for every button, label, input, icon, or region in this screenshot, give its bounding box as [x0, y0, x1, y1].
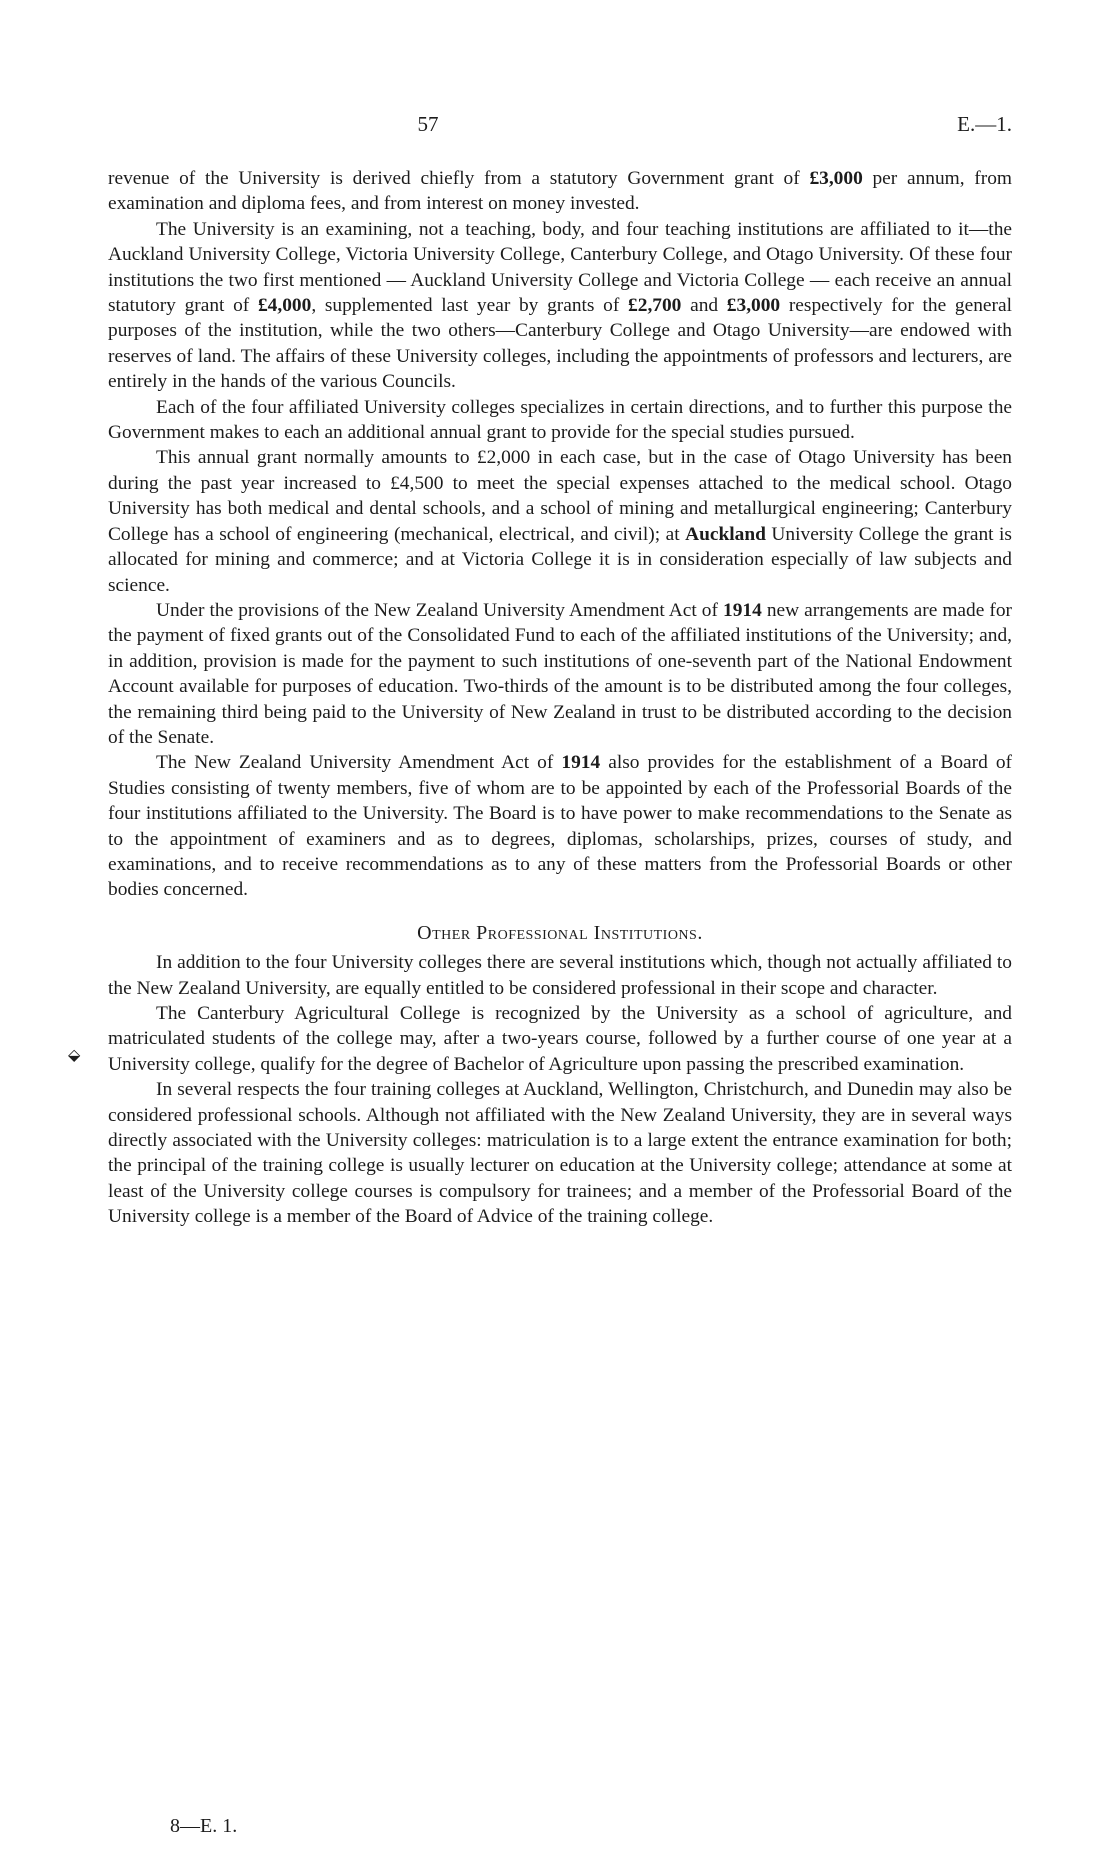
- text-run: Under the provisions of the New Zealand University Amendment Act of: [156, 599, 723, 621]
- text-run: The University is an examining, not a teaching, body, and four teaching institutions are affiliated to it—the Auckland University College, Victoria University College, Canterbury College, and Otago University. Of these four institutions the two first mentioned — Auckland University College and Victoria College — each receive an annual statutory grant of: [108, 218, 1012, 317]
- paragraph-specializes: Each of the four affiliated University colleges specializes in certain directions, and to further this purpose the Government makes to each an additional annual grant to provide for the special studies pursued.: [108, 396, 1012, 444]
- section-heading: Other Professional Institutions.: [417, 921, 703, 944]
- bold-amount: £3,000: [726, 295, 781, 317]
- document-page: [108, 0, 1012, 1873]
- bold-year: 1914: [723, 599, 762, 621]
- page-number: 57: [417, 112, 439, 136]
- page-signature: 8—E. 1.: [170, 1815, 238, 1837]
- page-header: [108, 112, 1012, 142]
- bold-name: Auckland: [685, 523, 766, 545]
- bold-amount: £3,000: [809, 168, 863, 189]
- paragraph-other-institutions: In addition to the four University colleges there are several institutions which, though not actually affiliated to the New Zealand University, are equally entitled to be considered professional in their scope and character.: [108, 952, 1012, 999]
- paragraph-examining-body: [108, 217, 1012, 395]
- bold-amount: £4,000: [257, 295, 312, 317]
- text-run: revenue of the University is derived chiefly from a statutory Government grant of: [108, 168, 810, 189]
- text-run: respectively for the general purposes of the institution, while the two others—Canterbury College and Otago University—are endowed with reserves of land. The affairs of these University colleges, including the appointments of professors and lecturers, are entirely in the hands of the various Councils.: [108, 295, 1012, 393]
- text-run: per annum, from examination and diploma fees, and from interest on money invested.: [108, 168, 1013, 215]
- text-run: , supplemented last year by grants of: [311, 295, 629, 317]
- paragraph-training-colleges: In several respects the four training colleges at Auckland, Wellington, Christchurch, and Dunedin may also be considered professional schools. Although not affiliated with the New Zealand University, they are in several ways directly associated with the University colleges: matriculation is to a large extent the entrance examination for both; the principal of the training college is usually lecturer on education at the University college; attendance at some at least of the University college courses is compulsory for trainees; and a member of the Professorial Board of the University college is a member of the Board of Advice of the training college.: [108, 1079, 1012, 1228]
- bold-year: 1914: [561, 752, 601, 774]
- paragraph-agricultural-college: The Canterbury Agricultural College is recognized by the University as a school of agriculture, and matriculated students of the college may, after a two-years course, followed by a further course of one year at a University college, qualify for the degree of Bachelor of Agriculture upon passing the prescribed examination.: [108, 1003, 1012, 1075]
- paragraph-amendment-act: [108, 598, 1012, 750]
- document-body: [108, 166, 1012, 1230]
- bold-amount: £2,700: [628, 295, 682, 317]
- margin-mark-icon: ⬙: [68, 1047, 81, 1064]
- text-run: and: [681, 295, 727, 317]
- text-run: new arrangements are made for the payment of fixed grants out of the Consolidated Fund to each of the affiliated institutions of the University; and, in addition, provision is made for the payment to such institutions of one-seventh part of the National Endowment Account available for purposes of education. Two-thirds of the amount is to be distributed among the four colleges, the remaining third being paid to the University of New Zealand in trust to be distributed according to the decision of the Senate.: [108, 599, 1012, 748]
- paragraph-revenue: [108, 166, 1012, 217]
- text-run: The New Zealand University Amendment Act of: [156, 752, 562, 774]
- text-run: This annual grant normally amounts to £2,000 in each case, but in the case of Otago University has been during the past year increased to £4,500 to meet the special expenses attached to the medical school. Otago University has both medical and dental schools, and a school of mining and metallurgical engineering; Canterbury College has a school of engineering (mechanical, electrical, and civil); at: [108, 447, 1012, 545]
- text-run: University College the grant is allocated for mining and commerce; and at Victoria College it is in consideration especially of law subjects and science.: [108, 523, 1012, 596]
- document-reference: E.—1.: [957, 112, 1012, 136]
- paragraph-annual-grant: [108, 445, 1012, 597]
- text-run: also provides for the establishment of a Board of Studies consisting of twenty members, five of whom are to be appointed by each of the Professorial Boards of the four institutions affiliated to the University. The Board is to have power to make recommendations to the Senate as to the appointment of examiners and as to degrees, diplomas, scholarships, prizes, courses of study, and examinations, and to receive recommendations as to any of these matters from the Professorial Boards or other bodies concerned.: [108, 752, 1012, 901]
- paragraph-board-of-studies: [108, 750, 1012, 902]
